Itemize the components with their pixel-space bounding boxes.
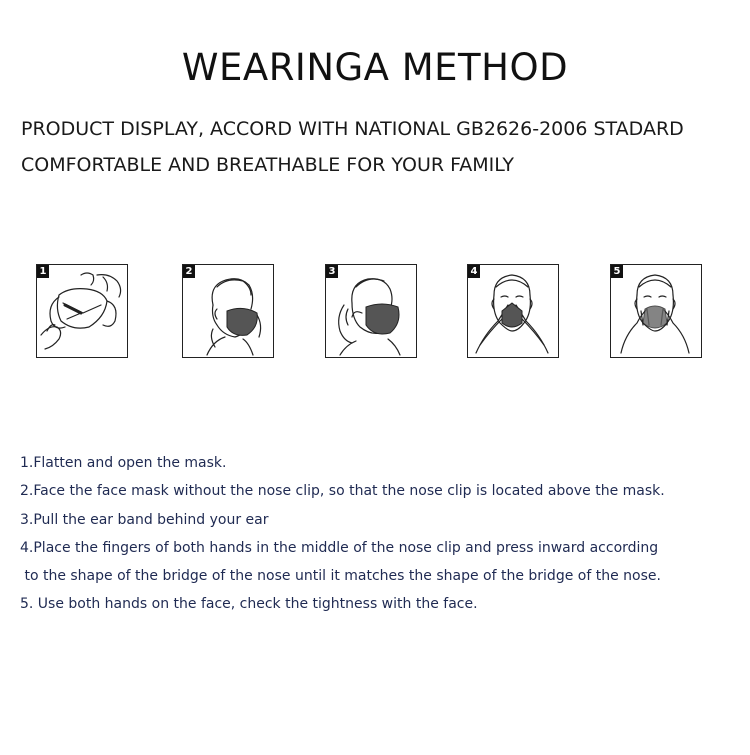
step-number: 2 bbox=[183, 265, 195, 278]
step-1-panel bbox=[36, 264, 128, 358]
check-tightness-icon bbox=[611, 265, 700, 356]
step-3-panel bbox=[325, 264, 417, 358]
step-number: 4 bbox=[468, 265, 480, 278]
subtitle-line-1: PRODUCT DISPLAY, ACCORD WITH NATIONAL GB2626-2006 STADARD bbox=[21, 118, 684, 140]
page-title: WEARINGA METHOD bbox=[181, 46, 569, 89]
instruction-line-6: 5. Use both hands on the face, check the tightness with the face. bbox=[20, 596, 478, 613]
press-nose-clip-icon bbox=[468, 265, 557, 356]
instruction-line-5: to the shape of the bridge of the nose until it matches the shape of the bridge of the nose. bbox=[20, 568, 661, 585]
instruction-line-1: 1.Flatten and open the mask. bbox=[20, 455, 227, 471]
instruction-line-2: 2.Face the face mask without the nose clip, so that the nose clip is located above the mask. bbox=[20, 483, 665, 500]
step-number: 3 bbox=[326, 265, 338, 278]
step-2-panel bbox=[182, 264, 274, 358]
instructions-list bbox=[20, 449, 740, 619]
instruction-line-4: 4.Place the fingers of both hands in the middle of the nose clip and press inward according bbox=[20, 539, 659, 556]
subtitle-line-2: COMFORTABLE AND BREATHABLE FOR YOUR FAMILY bbox=[21, 154, 514, 176]
face-mask-icon bbox=[183, 265, 272, 356]
step-number: 5 bbox=[611, 265, 623, 278]
step-5-panel bbox=[610, 264, 702, 358]
steps-illustrations bbox=[36, 264, 716, 360]
step-4-panel bbox=[467, 264, 559, 358]
instruction-line-3: 3.Pull the ear band behind your ear bbox=[20, 511, 269, 528]
flatten-mask-icon bbox=[37, 265, 126, 356]
step-number: 1 bbox=[37, 265, 49, 278]
ear-band-icon bbox=[326, 265, 415, 356]
